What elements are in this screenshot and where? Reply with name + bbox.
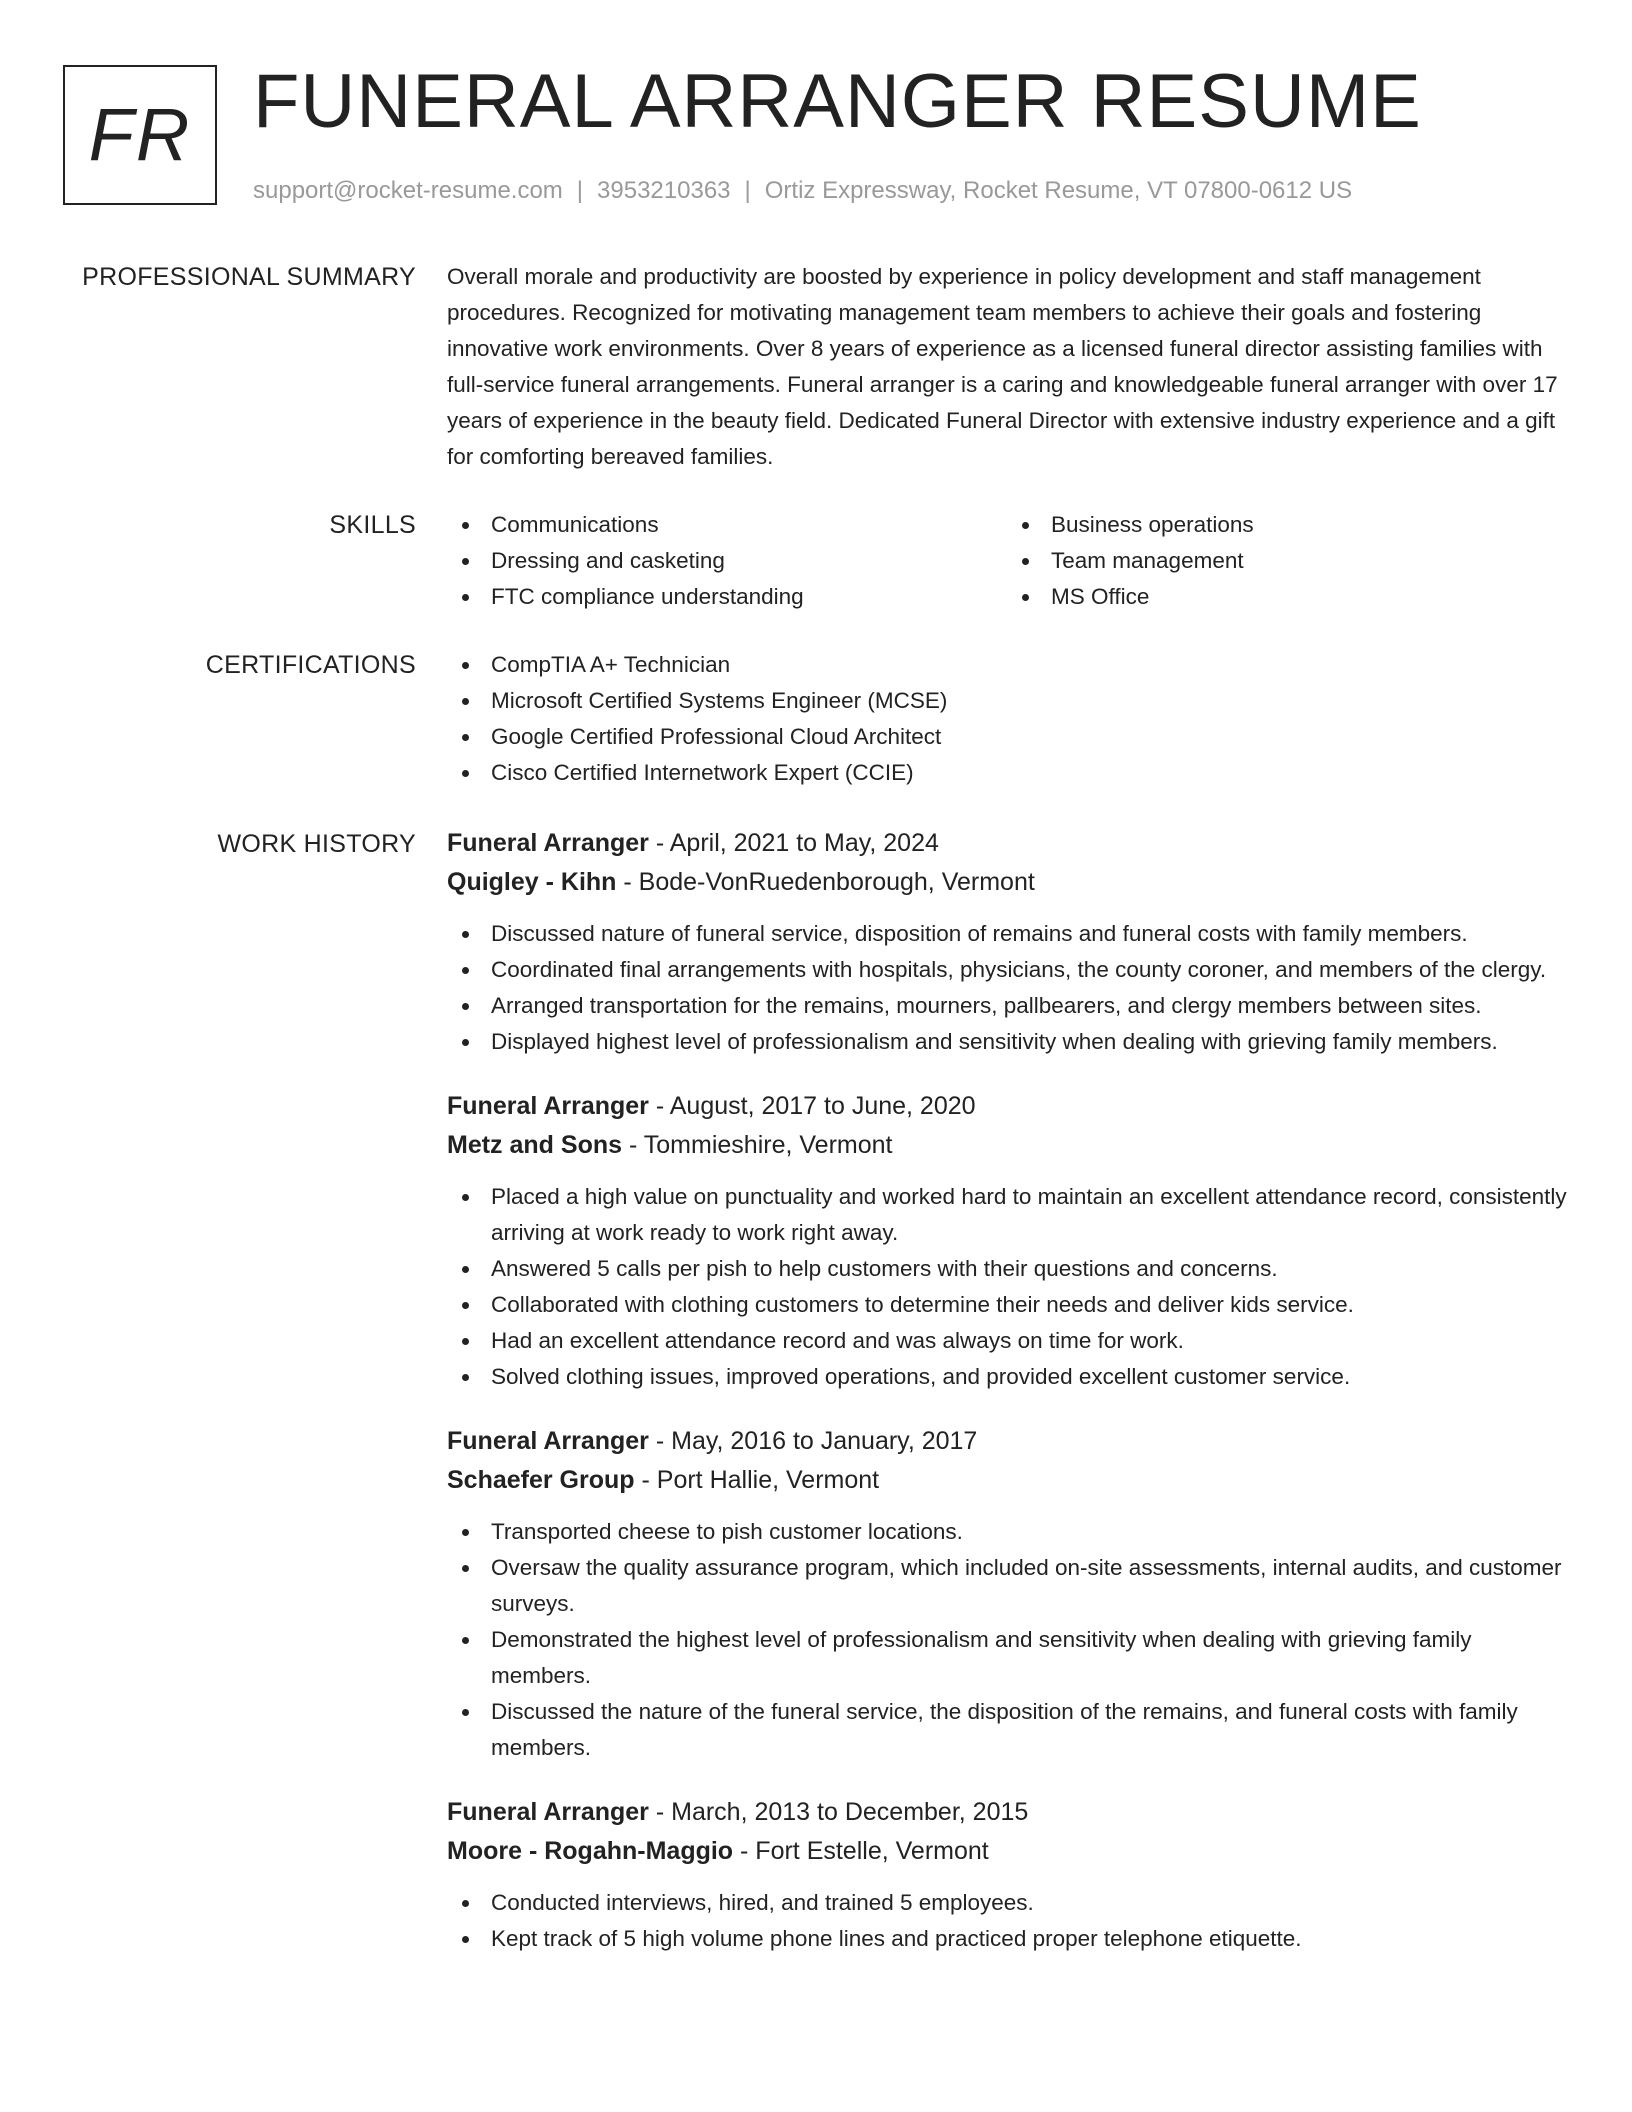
job-title-line bbox=[447, 824, 1567, 863]
job-bullet: Conducted interviews, hired, and trained 5 employees. bbox=[491, 1885, 1567, 1921]
skills-column-left bbox=[447, 507, 1007, 615]
skill-item: FTC compliance understanding bbox=[491, 579, 1007, 615]
job-dash: - bbox=[733, 1837, 756, 1865]
contact-separator: | bbox=[744, 177, 751, 204]
job-title-line bbox=[447, 1793, 1567, 1832]
job-bullet: Transported cheese to pish customer locations. bbox=[491, 1514, 1567, 1550]
job-bullet: Discussed nature of funeral service, disposition of remains and funeral costs with family members. bbox=[491, 916, 1567, 952]
certification-item: Google Certified Professional Cloud Architect bbox=[491, 719, 1567, 755]
job-location: Port Hallie, Vermont bbox=[656, 1466, 880, 1494]
certification-item: Microsoft Certified Systems Engineer (MCSE) bbox=[491, 683, 1567, 719]
skill-item: Business operations bbox=[1051, 507, 1567, 543]
job-company: Quigley - Kihn bbox=[447, 868, 617, 896]
job-bullet: Collaborated with clothing customers to determine their needs and deliver kids service. bbox=[491, 1287, 1567, 1323]
job-company: Schaefer Group bbox=[447, 1466, 635, 1494]
job-company: Metz and Sons bbox=[447, 1131, 623, 1159]
job-bullet: Had an excellent attendance record and was always on time for work. bbox=[491, 1323, 1567, 1359]
contact-phone: 3953210363 bbox=[597, 177, 731, 204]
section-heading-summary: PROFESSIONAL SUMMARY bbox=[82, 263, 416, 291]
job-entry bbox=[447, 1087, 1567, 1395]
job-entry bbox=[447, 1422, 1567, 1766]
certifications-list bbox=[447, 647, 1567, 791]
job-bullet: Displayed highest level of professionalism and sensitivity when dealing with grieving family members. bbox=[491, 1024, 1567, 1060]
job-dates: May, 2016 to January, 2017 bbox=[671, 1427, 978, 1455]
monogram-box bbox=[63, 65, 217, 205]
job-bullets bbox=[447, 1885, 1567, 1957]
contact-email: support@rocket-resume.com bbox=[253, 177, 563, 204]
job-dash: - bbox=[648, 1427, 672, 1455]
job-bullet: Discussed the nature of the funeral service, the disposition of the remains, and funeral costs with family members. bbox=[491, 1694, 1567, 1766]
job-company-line bbox=[447, 1126, 1567, 1165]
job-title: Funeral Arranger bbox=[447, 829, 649, 857]
job-bullets bbox=[447, 1514, 1567, 1766]
job-company-line bbox=[447, 1461, 1567, 1500]
job-dates: March, 2013 to December, 2015 bbox=[671, 1798, 1029, 1826]
skill-item: MS Office bbox=[1051, 579, 1567, 615]
job-dash: - bbox=[616, 868, 639, 896]
certification-item: Cisco Certified Internetwork Expert (CCIE) bbox=[491, 755, 1567, 791]
summary-body bbox=[447, 259, 1567, 475]
job-dash: - bbox=[634, 1466, 657, 1494]
job-bullet: Oversaw the quality assurance program, which included on-site assessments, internal audits, and customer surveys. bbox=[491, 1550, 1567, 1622]
job-company-line bbox=[447, 1832, 1567, 1871]
skill-item: Communications bbox=[491, 507, 1007, 543]
skill-item: Dressing and casketing bbox=[491, 543, 1007, 579]
job-bullet: Coordinated final arrangements with hospitals, physicians, the county coroner, and members of the clergy. bbox=[491, 952, 1567, 988]
job-company: Moore - Rogahn-Maggio bbox=[447, 1837, 734, 1865]
job-entry bbox=[447, 1793, 1567, 1957]
contact-address: Ortiz Expressway, Rocket Resume, VT 07800-0612 US bbox=[764, 177, 1353, 204]
section-heading-work-history: WORK HISTORY bbox=[217, 830, 416, 858]
resume-title: FUNERAL ARRANGER RESUME bbox=[253, 59, 1422, 144]
job-bullet: Solved clothing issues, improved operations, and provided excellent customer service. bbox=[491, 1359, 1567, 1395]
skill-item: Team management bbox=[1051, 543, 1567, 579]
job-dash: - bbox=[622, 1131, 644, 1159]
certifications-body bbox=[447, 647, 1567, 791]
job-dates: April, 2021 to May, 2024 bbox=[669, 829, 939, 857]
section-heading-certifications: CERTIFICATIONS bbox=[205, 651, 416, 679]
section-heading-skills: SKILLS bbox=[329, 511, 416, 539]
job-bullet: Answered 5 calls per pish to help customers with their questions and concerns. bbox=[491, 1251, 1567, 1287]
job-dates: August, 2017 to June, 2020 bbox=[669, 1092, 976, 1120]
skills-grid bbox=[447, 507, 1567, 615]
job-location: Bode-VonRuedenborough, Vermont bbox=[638, 868, 1035, 896]
job-title: Funeral Arranger bbox=[447, 1092, 649, 1120]
job-location: Fort Estelle, Vermont bbox=[755, 1837, 989, 1865]
job-entry bbox=[447, 824, 1567, 1060]
certification-item: CompTIA A+ Technician bbox=[491, 647, 1567, 683]
monogram-initials: FR bbox=[88, 93, 192, 176]
skills-column-right bbox=[1007, 507, 1567, 615]
work-history-body bbox=[447, 824, 1567, 1984]
job-location: Tommieshire, Vermont bbox=[643, 1131, 893, 1159]
job-bullet: Demonstrated the highest level of professionalism and sensitivity when dealing with grieving family members. bbox=[491, 1622, 1567, 1694]
job-title-line bbox=[447, 1422, 1567, 1461]
job-bullet: Arranged transportation for the remains, mourners, pallbearers, and clergy members between sites. bbox=[491, 988, 1567, 1024]
summary-text: Overall morale and productivity are boosted by experience in policy development and staff management procedures. Recognized for motivating management team members to achieve their goals and fostering innovative work environments. Over 8 years of experience as a licensed funeral director assisting families with full-service funeral arrangements. Funeral arranger is a caring and knowledgeable funeral arranger with over 17 years of experience in the beauty field. Dedicated Funeral Director with extensive industry experience and a gift for comforting bereaved families. bbox=[447, 264, 1558, 469]
job-title: Funeral Arranger bbox=[447, 1798, 649, 1826]
job-title-line bbox=[447, 1087, 1567, 1126]
job-bullets bbox=[447, 1179, 1567, 1395]
job-bullet: Kept track of 5 high volume phone lines and practiced proper telephone etiquette. bbox=[491, 1921, 1567, 1957]
contact-line bbox=[253, 174, 1352, 208]
job-company-line bbox=[447, 863, 1567, 902]
job-bullet: Placed a high value on punctuality and worked hard to maintain an excellent attendance record, consistently arriving at work ready to work right away. bbox=[491, 1179, 1567, 1251]
skills-body bbox=[447, 507, 1567, 615]
job-dash: - bbox=[648, 829, 670, 857]
job-dash: - bbox=[648, 1798, 672, 1826]
contact-separator: | bbox=[576, 177, 584, 204]
job-dash: - bbox=[648, 1092, 670, 1120]
job-title: Funeral Arranger bbox=[447, 1427, 649, 1455]
job-bullets bbox=[447, 916, 1567, 1060]
